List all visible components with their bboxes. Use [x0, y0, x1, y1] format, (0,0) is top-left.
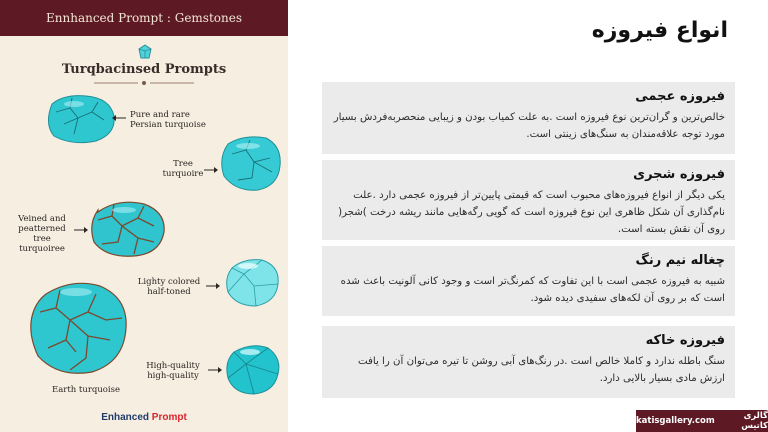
- brand-badge[interactable]: [636, 410, 768, 432]
- poster-footer: [0, 412, 288, 423]
- card-title: چغاله نیم رنگ: [635, 253, 725, 268]
- card-body: شبیه به فیروزه عجمی است با این تفاوت که کمرنگ‌تر است و وجود کانی آلونیت باعث شده است که بر روی آن لکه‌های سفیدی دیده شود.: [340, 276, 725, 304]
- label-earth: [52, 385, 120, 395]
- poster-title: Turqbacinsed Prompts: [61, 62, 227, 77]
- label-persian-line2: Persian turquoise: [130, 120, 206, 130]
- label-hq-line1: High-quality: [146, 361, 200, 371]
- card-ajami: [322, 82, 735, 154]
- card-shajari: [322, 160, 735, 240]
- label-light-line2: half-toned: [147, 287, 191, 297]
- pointer-arrow-icon: [208, 366, 222, 374]
- label-veined-line3: turquoiree: [19, 244, 65, 254]
- page-title: انواع فیروزه: [591, 18, 728, 43]
- footer-brand-a: Enhanced: [101, 412, 149, 423]
- label-hq: [140, 361, 206, 381]
- label-persian: [130, 110, 206, 130]
- pointer-arrow-icon: [74, 226, 88, 234]
- label-veined-line1: Veined and: [18, 214, 66, 224]
- ornament-divider: [94, 80, 194, 86]
- poster-header: [0, 0, 288, 36]
- badge-url[interactable]: katisgallery.com: [636, 416, 715, 426]
- card-body: خالص‌ترین و گران‌ترین نوع فیروزه است .به علت کمیاب بودن و زیبایی منحصربه‌فردش بسیار مورد توجه علاقه‌مندان به سنگ‌های زینتی است.: [333, 112, 725, 140]
- card-title: فیروزه شجری: [633, 167, 725, 182]
- veined-turquoise-stone: [88, 198, 168, 258]
- card-title: فیروزه عجمی: [635, 89, 725, 104]
- persian-turquoise-stone: [44, 94, 116, 144]
- badge-name: گالری کاتیس: [741, 411, 768, 431]
- label-light: [132, 277, 206, 297]
- label-earth-line1: Earth turquoise: [52, 385, 121, 395]
- card-choghaleh: [322, 246, 735, 316]
- label-tree-line2: turquoire: [162, 169, 204, 179]
- card-body: سنگ باطله ندارد و کاملا خالص است .در رنگ‌های آبی روشن تا تیره می‌توان آن را یافت ارزش مادی بسیار بالایی دارد.: [357, 356, 725, 384]
- label-veined-line2: peatterned tree: [18, 224, 66, 244]
- poster-header-text: Ennhanced Prompt : Gemstones: [46, 11, 242, 25]
- card-khakeh: [322, 326, 735, 398]
- card-title: فیروزه خاکه: [645, 333, 725, 348]
- label-light-line1: Lighty colored: [137, 277, 201, 287]
- gemstone-poster: [0, 0, 288, 432]
- light-turquoise-stone: [224, 256, 282, 308]
- label-tree: [158, 159, 208, 179]
- high-quality-turquoise-stone: [224, 342, 282, 396]
- label-tree-line1: Tree: [173, 159, 193, 169]
- pointer-arrow-icon: [204, 166, 218, 174]
- pointer-arrow-icon: [112, 114, 126, 122]
- label-hq-line2: high-quality: [147, 371, 199, 381]
- earth-turquoise-stone: [26, 278, 132, 378]
- label-veined: [10, 214, 74, 254]
- card-body: یکی دیگر از انواع فیروزه‌های محبوب است که قیمتی پایین‌تر از فیروزه عجمی دارد .علت نام‌گذاری آن شکل ظاهری این نوع فیروزه است که گویی رگه‌هایی مانند ریشه درخت )شجر( روی آن نقش بسته است.: [338, 190, 725, 235]
- gem-icon: [137, 44, 153, 60]
- footer-brand-b: Prompt: [151, 412, 187, 423]
- tree-turquoise-stone: [218, 132, 284, 194]
- pointer-arrow-icon: [206, 282, 220, 290]
- label-persian-line1: Pure and rare: [130, 110, 190, 120]
